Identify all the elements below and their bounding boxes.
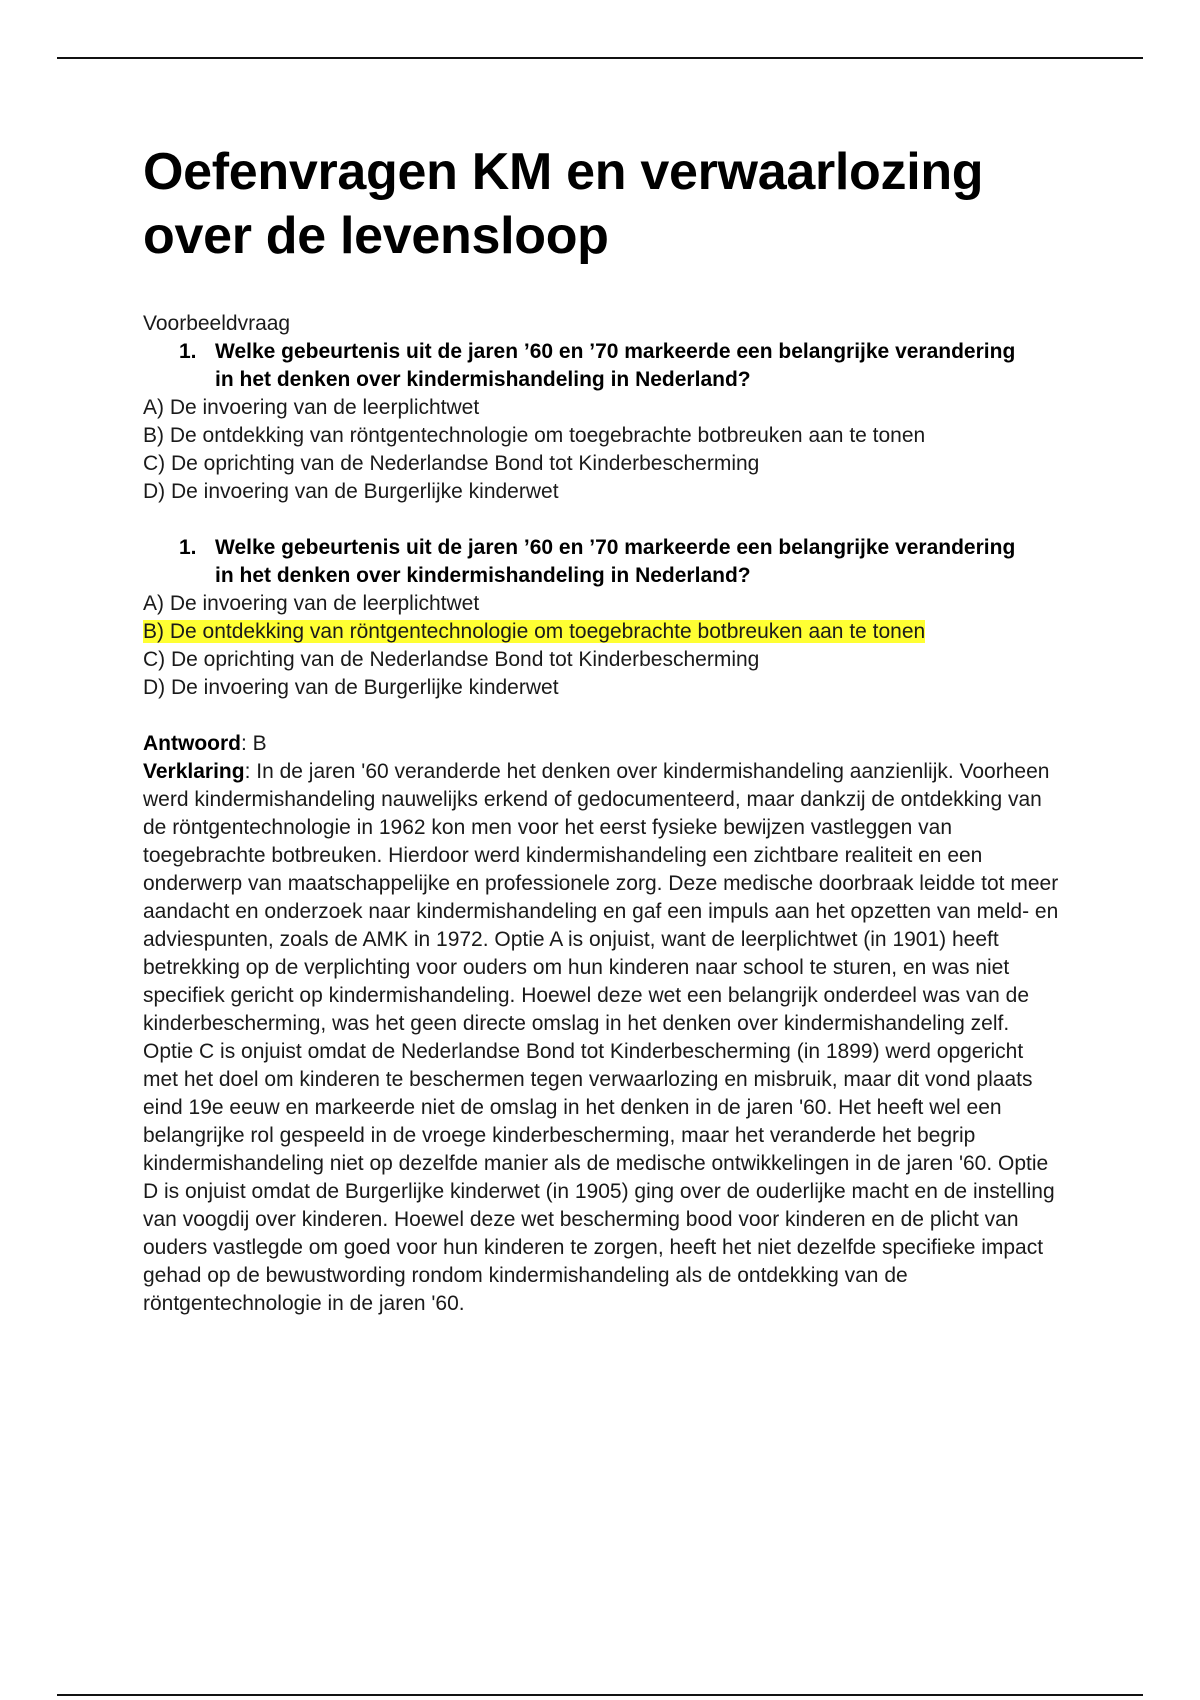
section-label: Voorbeeldvraag (143, 312, 291, 335)
answer-line (143, 730, 1063, 758)
document-title: Oefenvragen KM en verwaarlozing over de levensloop (143, 143, 984, 265)
question-1-repeat (179, 534, 1063, 590)
question-block-1 (143, 338, 1063, 506)
answer-value: : B (240, 732, 267, 755)
option-d: D) De invoering van de Burgerlijke kinderwet (143, 480, 559, 503)
question-1 (179, 338, 1063, 394)
question-text: Welke gebeurtenis uit de jaren ’60 en ’70 markeerde een belangrijke verandering in het denken over kindermishandeling in Nederland? (215, 340, 1016, 391)
document-body (143, 140, 1063, 1318)
option-c: C) De oprichting van de Nederlandse Bond tot Kinderbescherming (143, 648, 760, 671)
option-b: B) De ontdekking van röntgentechnologie om toegebrachte botbreuken aan te tonen (143, 424, 926, 447)
option-c: C) De oprichting van de Nederlandse Bond tot Kinderbescherming (143, 452, 760, 475)
highlighted-answer-text: B) De ontdekking van röntgentechnologie om toegebrachte botbreuken aan te tonen (143, 620, 926, 643)
explanation-label: Verklaring (143, 760, 245, 783)
explanation-paragraph (143, 758, 1063, 1318)
question-text: Welke gebeurtenis uit de jaren ’60 en ’70 markeerde een belangrijke verandering in het denken over kindermishandeling in Nederland? (215, 536, 1016, 587)
explanation-text: : In de jaren '60 veranderde het denken over kindermishandeling aanzienlijk. Voorheen werd kindermishandeling nauwelijks erkend of gedocumenteerd, maar dankzij de ontdekking van de röntgentechnologie in 1962 kon men voor het eerst fysieke bewijzen vastleggen van toegebrachte botbreuken. Hierdoor werd kindermishandeling een zichtbare realiteit en een onderwerp van maatschappelijke en professionele zorg. Deze medische doorbraak leidde tot meer aandacht en onderzoek naar kindermishandeling en gaf een impuls aan het opzetten van meld- en adviespunten, zoals de AMK in 1972. Optie A is onjuist, want de leerplichtwet (in 1901) heeft betrekking op de verplichting voor ouders om hun kinderen naar school te sturen, en was niet specifiek gericht op kindermishandeling. Hoewel deze wet een belangrijk onderdeel was van de kinderbescherming, was het geen directe omslag in het denken over kindermishandeling zelf. Optie C is onjuist omdat de Nederlandse Bond tot Kinderbescherming (in 1899) werd opgericht met het doel om kinderen te beschermen tegen verwaarlozing en misbruik, maar dit vond plaats eind 19e eeuw en markeerde niet de omslag in het denken in de jaren '60. Het heeft wel een belangrijke rol gespeeld in de vroege kinderbescherming, maar het veranderde het begrip kindermishandeling niet op dezelfde manier als de medische ontwikkelingen in de jaren '60. Optie D is onjuist omdat de Burgerlijke kinderwet (in 1905) ging over de ouderlijke macht en de instelling van voogdij over kinderen. Hoewel deze wet bescherming bood voor kinderen en de plicht van ouders vastlegde om goed voor hun kinderen te zorgen, heeft het niet dezelfde specifieke impact gehad op de bewustwording rondom kindermishandeling als de ontdekking van de röntgentechnologie in de jaren '60. (143, 760, 1059, 1315)
question-number: 1. (179, 340, 197, 363)
question-block-2 (143, 534, 1063, 702)
question-number: 1. (179, 536, 197, 559)
top-divider (57, 57, 1143, 59)
answer-label: Antwoord (143, 732, 241, 755)
bottom-divider (57, 1694, 1143, 1696)
option-b-highlighted (143, 618, 1063, 646)
option-d: D) De invoering van de Burgerlijke kinderwet (143, 676, 559, 699)
option-a: A) De invoering van de leerplichtwet (143, 592, 480, 615)
option-a: A) De invoering van de leerplichtwet (143, 396, 480, 419)
